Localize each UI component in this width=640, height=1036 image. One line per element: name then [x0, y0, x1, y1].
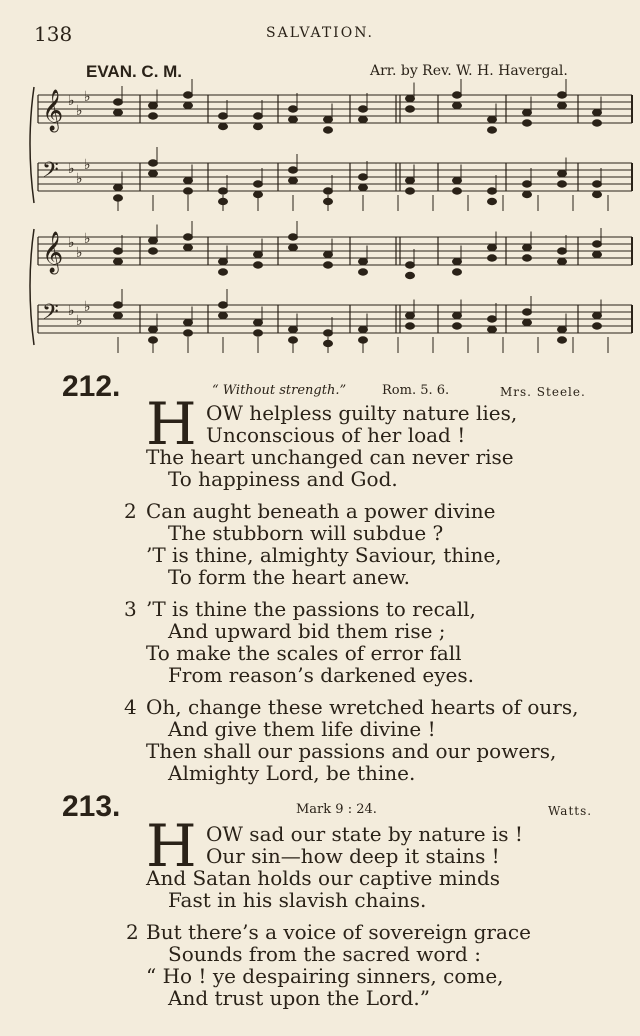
- verse-line: Unconscious of her load !: [206, 423, 466, 447]
- note-head: [488, 116, 497, 122]
- note-head: [453, 312, 462, 318]
- note-head: [406, 188, 415, 194]
- note-head: [324, 330, 333, 336]
- note-head: [558, 102, 567, 108]
- hymn-epigraph: “ Without strength.”: [212, 383, 347, 398]
- note-head: [488, 326, 497, 332]
- note-head: [114, 312, 123, 318]
- note-head: [254, 251, 263, 257]
- verse-line: To happiness and God.: [168, 467, 398, 491]
- note-head: [488, 255, 497, 261]
- note-head: [254, 181, 263, 187]
- verse-line: Then shall our passions and our powers,: [146, 739, 557, 763]
- note-head: [558, 248, 567, 254]
- note-head: [149, 170, 158, 176]
- verse-line: ’T is thine, almighty Saviour, thine,: [146, 543, 502, 567]
- note-head: [184, 102, 193, 108]
- verse-line: And upward bid them rise ;: [168, 619, 446, 643]
- note-head: [289, 167, 298, 173]
- note-head: [149, 160, 158, 166]
- verse-line: And give them life divine !: [168, 717, 436, 741]
- verse-line: “ Ho ! ye despairing sinners, come,: [146, 964, 504, 988]
- treble-clef-icon: 𝄞: [42, 90, 64, 131]
- verse-line: OW helpless guilty nature lies,: [206, 401, 518, 425]
- note-head: [219, 302, 228, 308]
- note-head: [324, 251, 333, 257]
- verse-line: ’T is thine the passions to recall,: [146, 597, 476, 621]
- verse-number: 2: [126, 920, 139, 944]
- scripture-reference: Mark 9 : 24.: [296, 802, 377, 817]
- note-head: [406, 95, 415, 101]
- note-head: [114, 248, 123, 254]
- note-head: [254, 262, 263, 268]
- note-head: [453, 258, 462, 264]
- note-head: [488, 127, 497, 133]
- note-head: [114, 99, 123, 105]
- note-head: [219, 123, 228, 129]
- note-head: [359, 184, 368, 190]
- note-head: [523, 244, 532, 250]
- flat-icon: ♭: [68, 93, 75, 109]
- note-head: [558, 92, 567, 98]
- note-head: [453, 102, 462, 108]
- note-head: [359, 258, 368, 264]
- note-head: [453, 177, 462, 183]
- flat-icon: ♭: [76, 103, 83, 119]
- verse-line: The heart unchanged can never rise: [146, 445, 514, 469]
- verse-line: Our sin—how deep it stains !: [206, 844, 500, 868]
- note-head: [523, 319, 532, 325]
- note-head: [558, 181, 567, 187]
- note-head: [593, 191, 602, 197]
- verse-line: And Satan holds our captive minds: [146, 866, 501, 890]
- note-head: [558, 337, 567, 343]
- note-head: [184, 188, 193, 194]
- note-head: [324, 262, 333, 268]
- note-head: [593, 241, 602, 247]
- note-head: [359, 106, 368, 112]
- system-brace: [30, 87, 34, 203]
- note-head: [219, 258, 228, 264]
- flat-icon: ♭: [84, 231, 91, 247]
- music-score: [0, 0, 640, 360]
- note-head: [114, 302, 123, 308]
- system-brace: [30, 229, 34, 345]
- note-head: [219, 188, 228, 194]
- note-head: [593, 120, 602, 126]
- note-head: [593, 312, 602, 318]
- verse-line: And trust upon the Lord.”: [168, 986, 430, 1010]
- flat-icon: ♭: [68, 161, 75, 177]
- verse-number: 2: [124, 499, 137, 523]
- tune-name: EVAN. C. M.: [86, 62, 183, 81]
- drop-cap: H: [146, 390, 197, 458]
- note-head: [558, 326, 567, 332]
- note-head: [289, 116, 298, 122]
- bass-clef-icon: 𝄢: [42, 300, 59, 330]
- note-head: [453, 323, 462, 329]
- note-head: [149, 248, 158, 254]
- note-head: [114, 258, 123, 264]
- note-head: [114, 109, 123, 115]
- note-head: [184, 244, 193, 250]
- flat-icon: ♭: [76, 245, 83, 261]
- note-head: [488, 244, 497, 250]
- verse-line: Can aught beneath a power divine: [146, 499, 496, 523]
- verse-number: 4: [124, 695, 137, 719]
- note-head: [219, 113, 228, 119]
- verse-line: Oh, change these wretched hearts of ours,: [146, 695, 579, 719]
- verse-line: To form the heart anew.: [168, 565, 410, 589]
- note-head: [289, 234, 298, 240]
- verse-line: Sounds from the sacred word :: [168, 942, 481, 966]
- note-head: [523, 109, 532, 115]
- note-head: [149, 237, 158, 243]
- verse-number: 3: [124, 597, 137, 621]
- flat-icon: ♭: [84, 89, 91, 105]
- note-head: [523, 255, 532, 261]
- note-head: [254, 330, 263, 336]
- note-head: [593, 109, 602, 115]
- note-head: [523, 191, 532, 197]
- note-head: [488, 198, 497, 204]
- note-head: [406, 262, 415, 268]
- note-head: [453, 269, 462, 275]
- hymn-number: 213.: [62, 790, 121, 823]
- note-head: [254, 113, 263, 119]
- verse-line: But there’s a voice of sovereign grace: [146, 920, 531, 944]
- note-head: [406, 272, 415, 278]
- note-head: [406, 106, 415, 112]
- note-head: [558, 258, 567, 264]
- note-head: [289, 244, 298, 250]
- hymn-author: Watts.: [548, 804, 593, 818]
- tune-arranger: Arr. by Rev. W. H. Havergal.: [370, 63, 568, 79]
- note-head: [453, 188, 462, 194]
- flat-icon: ♭: [84, 299, 91, 315]
- verse-line: Almighty Lord, be thine.: [168, 761, 416, 785]
- verse-line: Fast in his slavish chains.: [168, 888, 427, 912]
- verse-line: The stubborn will subdue ?: [168, 521, 444, 545]
- note-head: [406, 323, 415, 329]
- note-head: [289, 326, 298, 332]
- note-head: [406, 177, 415, 183]
- note-head: [523, 120, 532, 126]
- page-number: 138: [34, 22, 73, 46]
- hymn-author: Mrs. Steele.: [500, 385, 586, 399]
- note-head: [149, 326, 158, 332]
- scripture-reference: Rom. 5. 6.: [382, 383, 450, 398]
- drop-cap: H: [146, 812, 197, 880]
- running-head: SALVATION.: [266, 25, 374, 41]
- note-head: [184, 92, 193, 98]
- note-head: [289, 177, 298, 183]
- bass-clef-icon: 𝄢: [42, 158, 59, 188]
- note-head: [359, 116, 368, 122]
- verse-line: From reason’s darkened eyes.: [168, 663, 474, 687]
- note-head: [324, 116, 333, 122]
- note-head: [523, 309, 532, 315]
- note-head: [324, 127, 333, 133]
- note-head: [593, 181, 602, 187]
- note-head: [289, 106, 298, 112]
- note-head: [488, 188, 497, 194]
- note-head: [359, 269, 368, 275]
- note-head: [324, 188, 333, 194]
- note-head: [149, 113, 158, 119]
- note-head: [593, 251, 602, 257]
- treble-clef-icon: 𝄞: [42, 232, 64, 273]
- flat-icon: ♭: [76, 313, 83, 329]
- note-head: [114, 184, 123, 190]
- flat-icon: ♭: [76, 171, 83, 187]
- note-head: [149, 102, 158, 108]
- note-head: [184, 330, 193, 336]
- verse-line: To make the scales of error fall: [146, 641, 462, 665]
- note-head: [453, 92, 462, 98]
- note-head: [254, 123, 263, 129]
- note-head: [219, 312, 228, 318]
- verse-line: OW sad our state by nature is !: [206, 822, 523, 846]
- note-head: [184, 319, 193, 325]
- flat-icon: ♭: [68, 235, 75, 251]
- note-head: [488, 316, 497, 322]
- note-head: [406, 312, 415, 318]
- note-head: [184, 177, 193, 183]
- note-head: [523, 181, 532, 187]
- note-head: [254, 319, 263, 325]
- note-head: [359, 174, 368, 180]
- note-head: [219, 269, 228, 275]
- flat-icon: ♭: [68, 303, 75, 319]
- hymn-number: 212.: [62, 370, 121, 403]
- note-head: [558, 170, 567, 176]
- note-head: [184, 234, 193, 240]
- note-head: [359, 326, 368, 332]
- flat-icon: ♭: [84, 157, 91, 173]
- note-head: [593, 323, 602, 329]
